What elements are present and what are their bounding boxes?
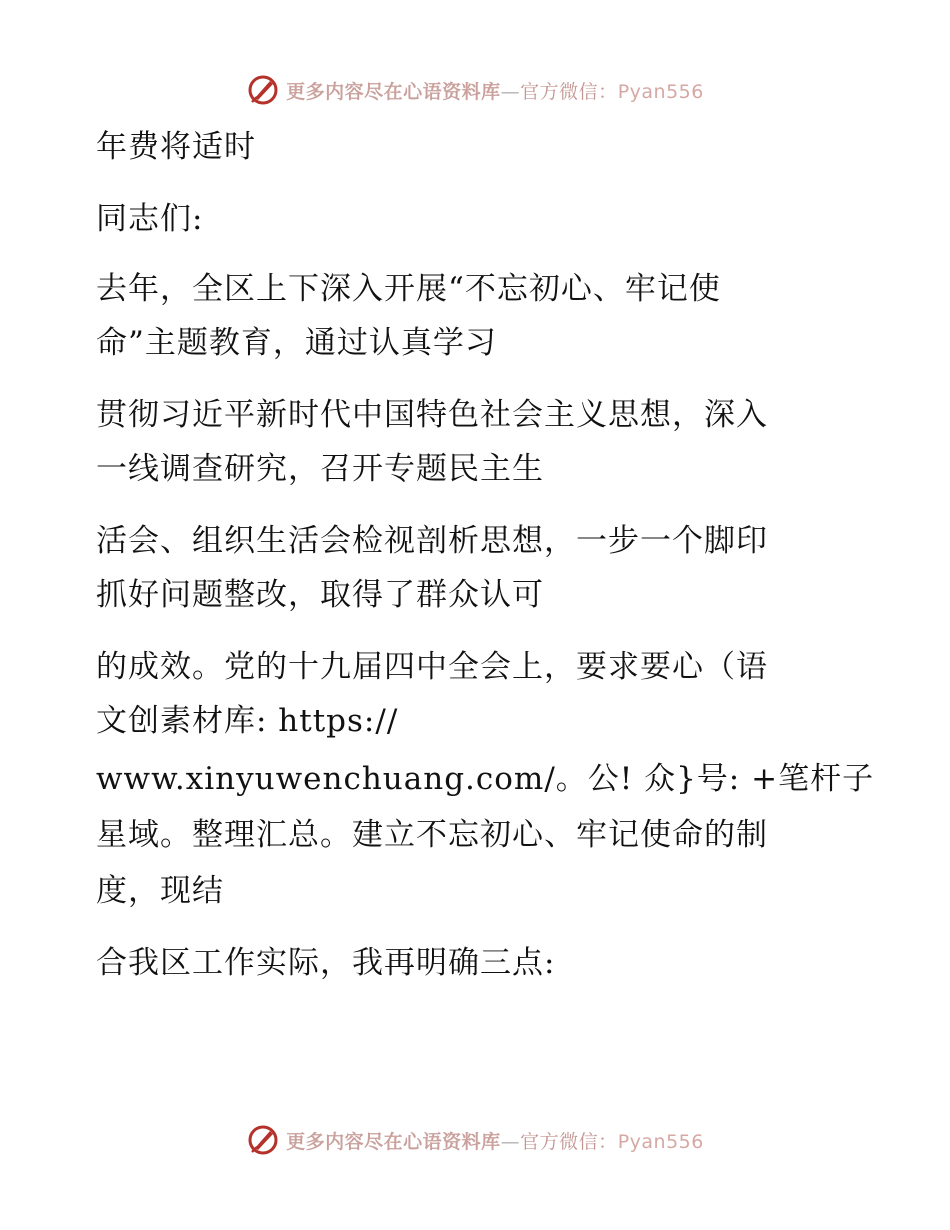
header-watermark <box>0 70 950 110</box>
paragraph-4 <box>96 386 836 498</box>
watermark-wechat-label: 官方微信： <box>520 1130 618 1153</box>
watermark-main-text: 更多内容尽在心语资料库 <box>286 80 501 103</box>
watermark-wechat-id: Pyan556 <box>617 80 704 103</box>
paragraph-line: 合我区工作实际，我再明确三点: <box>96 945 556 981</box>
watermark-main-text: 更多内容尽在心语资料库 <box>286 1130 501 1153</box>
paragraph-line: 星域。整理汇总。建立不忘初心、牢记使命的制 <box>96 817 768 853</box>
paragraph-7 <box>96 934 836 992</box>
paragraph-6 <box>96 638 875 920</box>
paragraph-line: 贯彻习近平新时代中国特色社会主义思想，深入 <box>96 397 768 433</box>
document-body <box>96 118 875 992</box>
watermark-separator: — <box>500 80 521 103</box>
quill-pen-logo-icon <box>246 73 280 107</box>
footer-watermark <box>0 1120 950 1160</box>
paragraph-line: 抓好问题整改，取得了群众认可 <box>96 577 544 613</box>
paragraph-line: 同志们: <box>96 201 204 237</box>
paragraph-line: www.xinyuwenchuang.com/。公! 众}号: +笔杆子 <box>96 761 875 797</box>
watermark-text <box>286 77 704 104</box>
paragraph-line: 活会、组织生活会检视剖析思想，一步一个脚印 <box>96 523 768 559</box>
paragraph-line: 年费将适时 <box>96 129 256 165</box>
paragraph-3 <box>96 260 836 372</box>
quill-pen-logo-icon <box>246 1123 280 1157</box>
watermark-wechat-id: Pyan556 <box>617 1130 704 1153</box>
paragraph-1 <box>96 118 836 176</box>
paragraph-2 <box>96 190 836 248</box>
paragraph-line: 一线调查研究，召开专题民主生 <box>96 451 544 487</box>
watermark-text <box>286 1127 704 1154</box>
watermark-separator: — <box>500 1130 521 1153</box>
paragraph-line: 命”主题教育，通过认真学习 <box>96 325 497 361</box>
paragraph-line: 度，现结 <box>96 873 224 909</box>
paragraph-line: 去年，全区上下深入开展“不忘初心、牢记使 <box>96 271 721 307</box>
paragraph-line: 文创素材库: https:// <box>96 703 399 739</box>
watermark-wechat-label: 官方微信： <box>520 80 618 103</box>
paragraph-5 <box>96 512 836 624</box>
paragraph-line: 的成效。党的十九届四中全会上，要求要心（语 <box>96 649 768 685</box>
